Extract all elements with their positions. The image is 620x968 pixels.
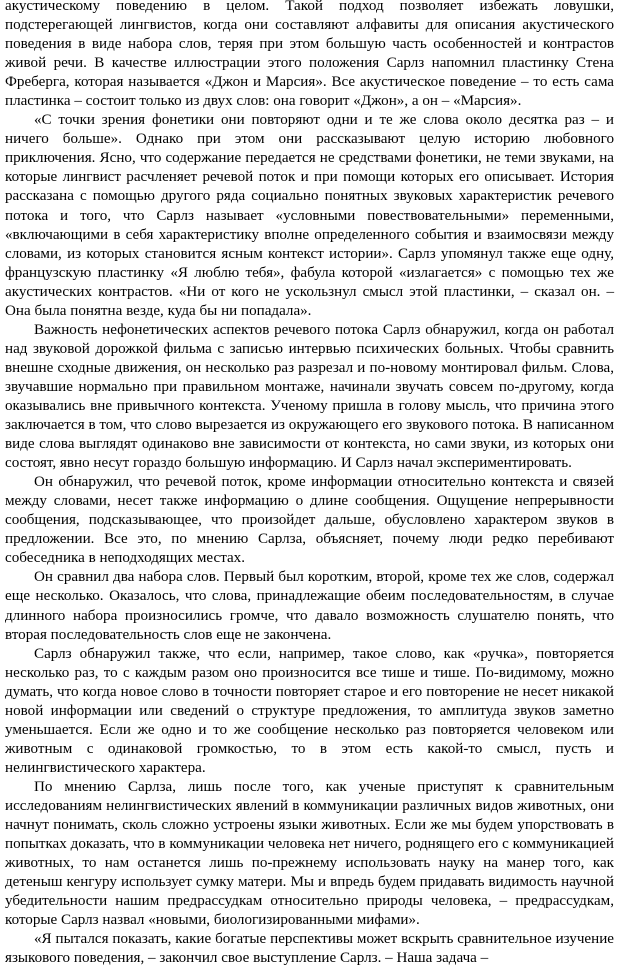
paragraph: По мнению Сарлза, лишь после того, как ученые приступят к сравнительным исследованиям нелингвистических явлений в коммуникации различных видов животных, они начнут понимать, сколь сложно устроены языки животных. Если же мы будем упорствовать в попытках доказать, что в коммуникации человека нет ничего, роднящего его с коммуникацией животных, то нам останется лишь по-прежнему использовать науку на манер того, как детеныш кенгуру использует сумку матери. Мы и впредь будем придавать видимость научной убедительности нашим предрассудкам относительно природы человека, – предрассудкам, которые Сарлз назвал «новыми, биологизированными мифами». <box>5 778 614 929</box>
paragraph: Он сравнил два набора слов. Первый был коротким, второй, кроме тех же слов, содержал еще несколько. Оказалось, что слова, принадлежащие обеим последовательностям, в случае длинного набора произносились громче, что давало возможность слушателю понять, что вторая последовательность слов еще не закончена. <box>5 569 614 643</box>
paragraph-continued: акустическому поведению в целом. Такой подход позволяет избежать ловушки, подстерегающей лингвистов, когда они составляют алфавиты для описания акустического поведения в виде набора слов, теряя при этом большую часть особенностей и контрастов живой речи. В качестве иллюстрации этого положения Сарлз напомнил пластинку Стена Фреберга, которая называется «Джон и Марсия». Все акустическое поведение – то есть сама пластинка – состоит только из двух слов: она говорит «Джон», а он – «Марсия». <box>5 0 614 110</box>
paragraph: Сарлз обнаружил также, что если, например, такое слово, как «ручка», повторяется несколько раз, то с каждым разом оно произносится все тише и тише. По-видимому, можно думать, что когда новое слово в точности повторяет старое и его повторение не несет никакой новой информации или сведений о структуре предложения, то амплитуда звуков заметно уменьшается. Если же одно и то же сообщение несколько раз повторяется человеком или животным с одинаковой громкостью, то в этом есть какой-то смысл, пусть и нелингвистического характера. <box>5 645 614 776</box>
paragraph: Он обнаружил, что речевой поток, кроме информации относительно контекста и связей между словами, несет также информацию о длине сообщения. Ощущение непрерывности сообщения, подсказывающее, что произойдет дальше, обусловлено характером звуков в предложении. Все это, по мнению Сарлза, объясняет, почему люди редко перебивают собеседника в неподходящих местах. <box>5 474 614 567</box>
paragraph-truncated: «Я пытался показать, какие богатые перспективы может вскрыть сравнительное изучение языкового поведения, – закончил свое выступление Сарлз. – Наша задача – <box>5 931 614 967</box>
book-page <box>5 0 614 968</box>
paragraph: Важность нефонетических аспектов речевого потока Сарлз обнаружил, когда он работал над звуковой дорожкой фильма с записью интервью психических больных. Чтобы сравнить внешне сходные движения, он несколько раз разрезал и по-новому монтировал фильм. Слова, звучавшие нормально при правильном монтаже, начинали звучать совсем по-другому, когда оказывались вне привычного контекста. Ученому пришла в голову мысль, что причина этого заключается в том, что слово вырезается из окружающего его звукового потока. В написанном виде слова выглядят одинаково вне зависимости от контекста, но сами звуки, из которых они состоят, явно несут гораздо большую информацию. И Сарлз начал экспериментировать. <box>5 321 614 472</box>
paragraph: «С точки зрения фонетики они повторяют одни и те же слова около десятка раз – и ничего больше». Однако при этом они рассказывают целую историю любовного приключения. Ясно, что содержание передается не средствами фонетики, не теми звуками, на которые лингвист расчленяет речевой поток и при помощи которых его описывает. История рассказана с помощью другого ряда социально понятных звуковых характеристик речевого потока и того, что Сарлз называет «условными повествовательными» переменными, «включающими в себя характеристику вполне определенного события и взаимосвязи между словами, из которых становится ясным контекст истории». Сарлз упомянул также еще одну, французскую пластинку «Я люблю тебя», фабула которой «излагается» с помощью тех же акустических контрастов. «Ни от кого не ускользнул смысл этой пластинки, – сказал он. – Она была понятна везде, куда бы ни попадала». <box>5 112 614 319</box>
